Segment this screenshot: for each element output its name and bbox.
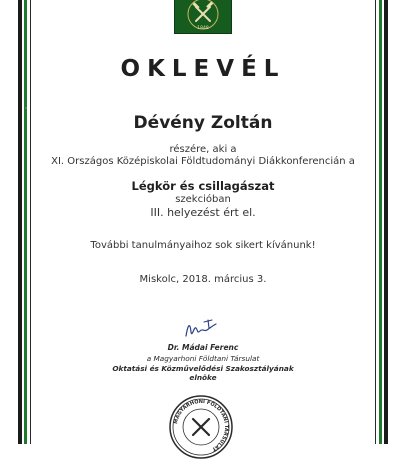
section-name: Légkör és csillagászat	[131, 179, 275, 193]
signatory-name: Dr. Mádai Ferenc	[167, 343, 239, 352]
certificate-title: OKLEVÉL	[120, 56, 286, 82]
text-wish: További tanulmányaihoz sok sikert kívánunk!	[90, 240, 316, 251]
text-section: szekcióban	[175, 194, 231, 205]
text-conference: XI. Országos Középiskolai Földtudományi Diákkonferencián a	[51, 156, 355, 167]
signatory-role-1: a Magyarhoni Földtani Társulat	[146, 354, 260, 363]
hammer-pick-icon	[196, 7, 210, 21]
speck-mark	[25, 107, 27, 109]
society-seal	[168, 394, 234, 460]
signature-mark	[182, 316, 222, 340]
text-placement: III. helyezést ért el.	[150, 206, 256, 219]
text-for: részére, aki a	[169, 144, 237, 155]
logo-year: 1848	[197, 26, 209, 31]
seal-ring-text: MAGYARHONI FÖLDTANI TÁRSULAT	[173, 398, 230, 452]
signatory-role-3: elnöke	[189, 373, 217, 382]
society-logo	[174, 0, 232, 34]
place-and-date: Miskolc, 2018. március 3.	[139, 274, 267, 285]
recipient-name: Dévény Zoltán	[133, 113, 273, 133]
signatory-role-2: Oktatási és Közművelődési Szakosztályának	[112, 364, 294, 373]
seal-hammers-icon	[193, 419, 209, 435]
